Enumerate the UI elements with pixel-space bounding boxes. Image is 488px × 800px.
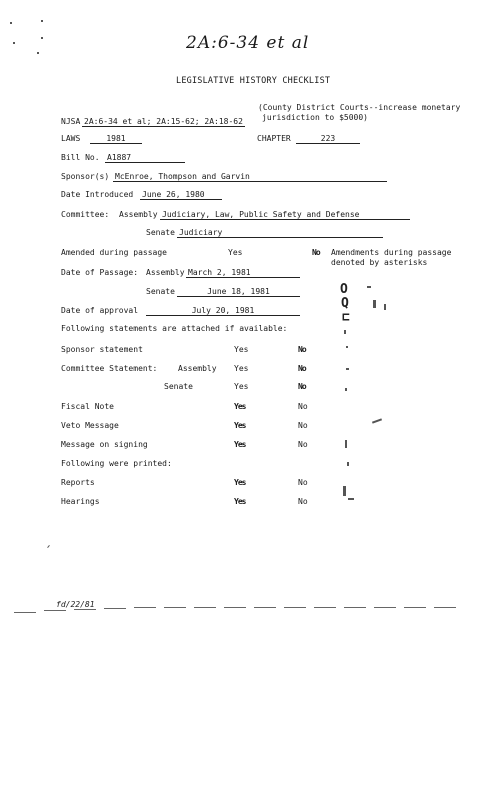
printed-yes: Yes <box>234 478 246 487</box>
bill-value: A1887 <box>105 153 185 163</box>
statement-sub: Senate <box>164 382 193 391</box>
approval-value: July 20, 1981 <box>146 306 300 316</box>
sponsor-label: Sponsor(s) <box>61 172 110 181</box>
amended-note-line1: Amendments during passage <box>331 248 452 257</box>
njsa-note-line2: jurisdiction to $5000) <box>262 113 368 122</box>
statement-yes: Yes <box>234 440 246 449</box>
statement-yes: Yes <box>234 382 249 391</box>
passage-assembly-label: Assembly <box>146 268 185 277</box>
committee-label: Committee: <box>61 210 110 219</box>
amended-label: Amended during passage <box>61 248 167 257</box>
statement-label: Committee Statement: <box>61 364 158 373</box>
laws-value: 1981 <box>90 134 142 144</box>
handwritten-citation: 2A:6-34 et al <box>186 33 310 53</box>
amended-note-line2: denoted by asterisks <box>331 258 428 267</box>
statement-label: Message on signing <box>61 440 148 449</box>
statement-no: No <box>298 345 306 354</box>
njsa-note-line1: (County District Courts--increase monetary <box>258 103 461 112</box>
statement-label: Veto Message <box>61 421 119 430</box>
passage-assembly-value: March 2, 1981 <box>186 268 300 278</box>
amended-yes: Yes <box>228 248 243 257</box>
statement-label: Fiscal Note <box>61 402 114 411</box>
statement-label: Sponsor statement <box>61 345 143 354</box>
chapter-value: 223 <box>296 134 360 144</box>
statement-no: No <box>298 382 306 391</box>
footer-initials: fd/22/81 <box>56 600 95 609</box>
committee-senate-value: Judiciary <box>177 228 383 238</box>
passage-senate-label: Senate <box>146 287 175 296</box>
committee-senate-label: Senate <box>146 228 175 237</box>
passage-label: Date of Passage: <box>61 268 139 277</box>
approval-label: Date of approval <box>61 306 139 315</box>
committee-assembly-value: Judiciary, Law, Public Safety and Defense <box>160 210 410 220</box>
printed-label: Reports <box>61 478 95 487</box>
bill-label: Bill No. <box>61 153 100 162</box>
statement-no: No <box>298 421 308 430</box>
statement-no: No <box>298 440 308 449</box>
statements-heading: Following statements are attached if available: <box>61 324 288 333</box>
statement-yes: Yes <box>234 364 249 373</box>
sponsor-value: McEnroe, Thompson and Garvin <box>113 172 387 182</box>
committee-assembly-label: Assembly <box>119 210 158 219</box>
laws-label: LAWS <box>61 134 81 143</box>
printed-label: Hearings <box>61 497 100 506</box>
statement-no: No <box>298 402 308 411</box>
statement-yes: Yes <box>234 421 246 430</box>
chapter-label: CHAPTER <box>257 134 291 143</box>
printed-no: No <box>298 478 308 487</box>
introduced-label: Date Introduced <box>61 190 134 199</box>
njsa-label: NJSA <box>61 117 81 126</box>
page-title: LEGISLATIVE HISTORY CHECKLIST <box>176 76 331 86</box>
statement-yes: Yes <box>234 345 249 354</box>
statement-no: No <box>298 364 306 373</box>
amended-no: No <box>312 248 320 257</box>
statement-sub: Assembly <box>178 364 217 373</box>
njsa-value: 2A:6-34 et al; 2A:15-62; 2A:18-62 <box>84 117 243 126</box>
introduced-value: June 26, 1980 <box>140 190 222 200</box>
printed-no: No <box>298 497 308 506</box>
printed-heading: Following were printed: <box>61 459 172 468</box>
passage-senate-value: June 18, 1981 <box>177 287 300 297</box>
printed-yes: Yes <box>234 497 246 506</box>
statement-yes: Yes <box>234 402 246 411</box>
